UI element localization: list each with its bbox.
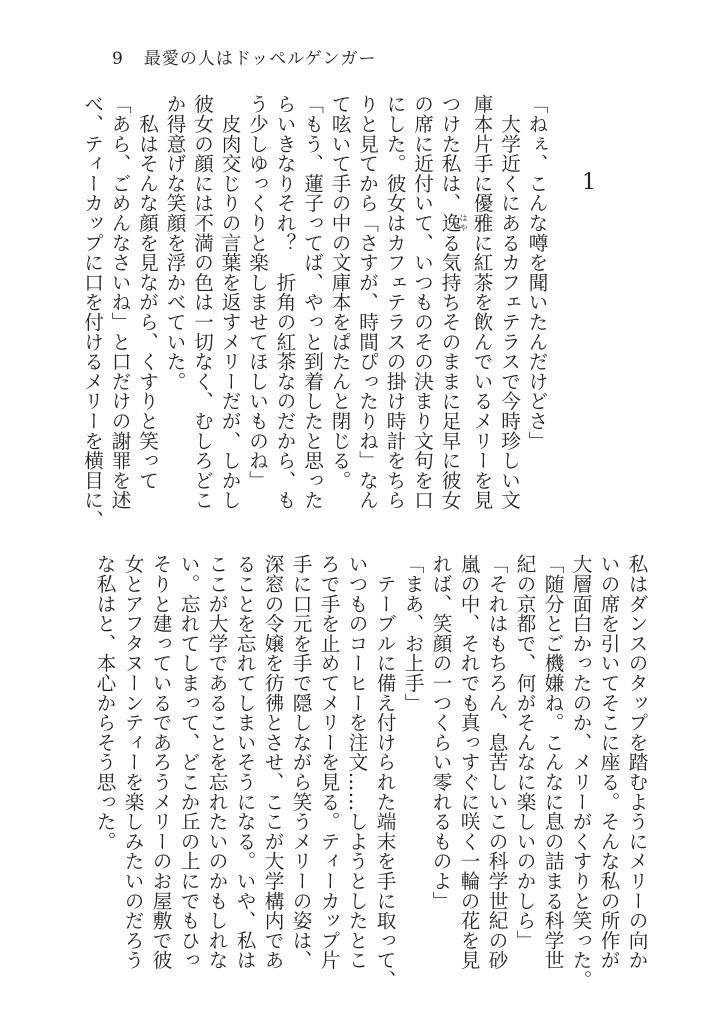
text-column: い。忘れてしまって、どこか丘の上にでもひっ [177, 554, 200, 970]
text-column: 「随分とご機嫌ね。こんなに息の詰まる科学世 [541, 554, 564, 970]
text-column: いの席を引いてそこに座る。そんな私の所作が [597, 554, 620, 970]
text-column: て呟いて手の中の文庫本をぱたんと閉じる。 [328, 94, 351, 490]
text-column: 「まあ、お上手」 [401, 554, 424, 713]
text-column: 「それはもちろん、息苦しいこの科学世紀の砂 [485, 554, 508, 970]
ruby-text: はや [459, 212, 468, 233]
text-column: テーブルに備え付けられた端末を手に取って、 [373, 554, 396, 990]
text-column: 深窓の令嬢を彷彿とさせ、ここが大学構内であ [261, 554, 284, 970]
text-column: りと見てから「さすが、時間ぴったりね」なん [355, 94, 379, 510]
text-column [436, 94, 468, 534]
text-column: にした。彼女はカフェテラスの掛け時計をちら [383, 94, 406, 510]
text-column: 庫本片手に優雅に紅茶を飲んでいるメリーを見 [470, 94, 493, 510]
text-column: う少しゆっくりと楽しませてほしいものね」 [245, 94, 269, 490]
text-column: れば、笑顔の一つくらい零れるものよ」 [429, 554, 452, 911]
text-column: ここが大学であることを忘れたいのかもしれな [205, 554, 228, 970]
text-column: 皮肉交じりの言葉を返すメリーだが、しかし [218, 94, 241, 510]
text-column: ろで手を止めてメリーを見る。ティーカップ片 [317, 554, 340, 970]
text-column: 嵐の中、それでも真っすぐに咲く一輪の花を見 [457, 554, 480, 970]
text-segment: る気持ちそのままに足早に彼女 [438, 232, 461, 510]
text-column: 女とアフタヌーンティーを楽しみたいのだろう [121, 554, 144, 970]
text-column: 大学近くにあるカフェテラスで今時珍しい文 [497, 94, 521, 510]
text-column: いつものコーヒーを注文……しようとしたとこ [345, 554, 368, 970]
book-title: 最愛の人はドッペルゲンガー [143, 49, 377, 69]
text-column: な私はと、本心からそう思った。 [93, 554, 116, 851]
text-column: そりと建っているであろうメリーのお屋敷で彼 [149, 554, 172, 970]
text-column: 私はダンスのタップを踏むようにメリーの向か [625, 554, 648, 970]
lower-text-block [90, 554, 650, 990]
text-column: 紀の京都で、何がそんなに楽しいのかしら」 [513, 554, 536, 950]
text-column: か得意げな笑顔を浮かべていた。 [163, 94, 186, 391]
chapter-number: 1 [582, 170, 596, 195]
text-column: の席に近付いて、いつものその決まり文句を口 [410, 94, 434, 510]
text-column: らいきなりそれ？ 折角の紅茶なのだから、も [273, 94, 296, 510]
text-column: 彼女の顔には不満の色は一切なく、むしろどこ [190, 94, 214, 510]
text-column: 「あら、ごめんなさいね」と口だけの謝罪を述 [108, 94, 131, 510]
text-column: 「もう、蓮子ってば、やっと到着したと思った [300, 94, 324, 510]
ruby-base: 逸 [438, 212, 461, 233]
text-column: べ、ティーカップに口を付けるメリーを横目に、 [80, 94, 104, 530]
text-segment: つけた私は、 [438, 94, 461, 213]
running-header [112, 44, 376, 69]
page-number: 9 [112, 49, 124, 69]
text-column: ることを忘れてしまいそうになる。いや、私は [233, 554, 256, 970]
text-column: 私はそんな顔を見ながら、くすりと笑って [135, 94, 159, 490]
text-column: 大層面白かったのか、メリーがくすりと笑った。 [569, 554, 592, 990]
text-column: 手に口元を手で隠しながら笑うメリーの姿は、 [289, 554, 312, 970]
upper-text-block [78, 94, 550, 534]
ruby-annotation [438, 212, 468, 233]
text-column: 「ねぇ、こんな噂を聞いたんだけどさ」 [525, 94, 548, 451]
